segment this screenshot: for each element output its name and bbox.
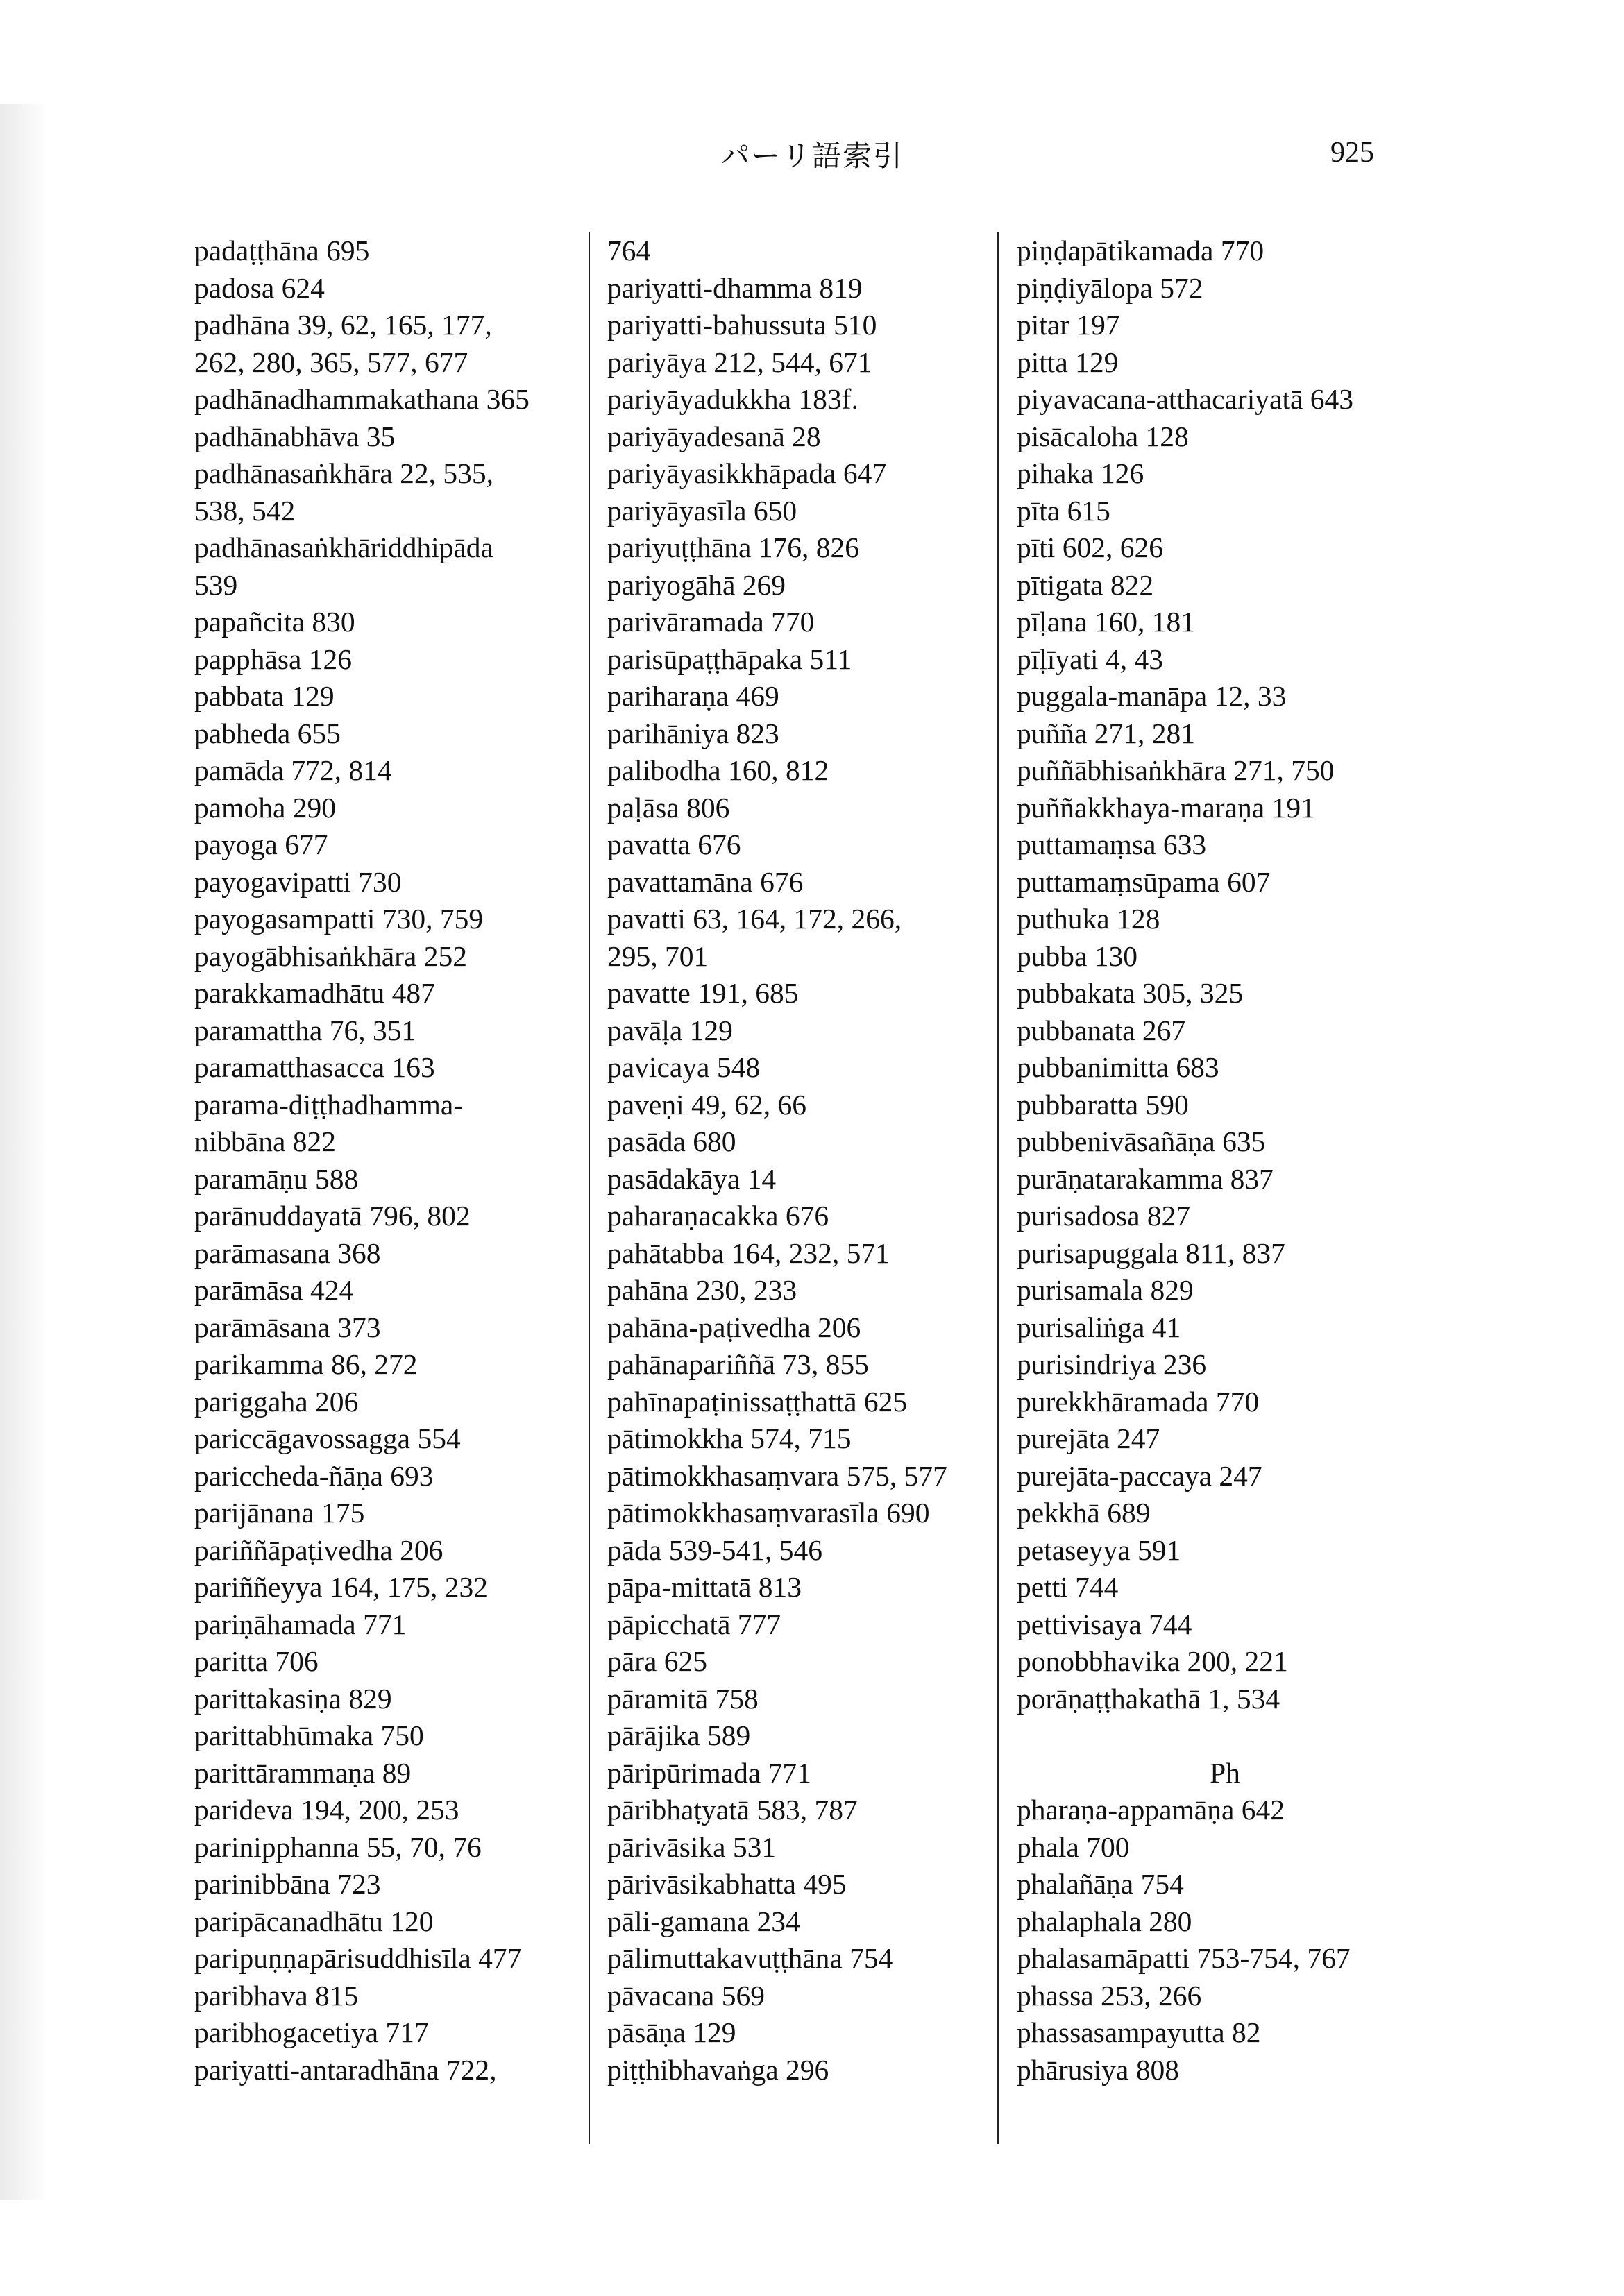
index-entry: nibbāna 822: [194, 1125, 336, 1157]
index-entry: pārājika 589: [607, 1719, 751, 1751]
index-entry: pabbata 129: [194, 680, 335, 712]
index-entry: parāmāsana 373: [194, 1311, 381, 1343]
index-entry: purisadosa 827: [1017, 1200, 1191, 1232]
index-entry: piṇḍapātikamada 770: [1017, 235, 1264, 266]
index-entry: pahīnapaṭinissaṭṭhattā 625: [607, 1385, 908, 1418]
index-entry: pāpa-mittatā 813: [607, 1571, 802, 1603]
index-entry: parikamma 86, 272: [194, 1348, 418, 1380]
index-entry: pātimokkhasaṃvara 575, 577: [607, 1459, 947, 1492]
index-entry: pariharaṇa 469: [607, 680, 779, 712]
index-entry: pātimokkhasaṃvarasīla 690: [607, 1497, 930, 1529]
index-entry: pāli-gamana 234: [607, 1905, 800, 1937]
index-entry: pariyāya 212, 544, 671: [607, 346, 872, 378]
index-entry: papañcita 830: [194, 606, 355, 638]
index-entry: pāribhaṭyatā 583, 787: [607, 1794, 858, 1826]
index-entry: pavattamāna 676: [607, 865, 804, 898]
index-entry: puññābhisaṅkhāra 271, 750: [1017, 754, 1335, 786]
index-entry: pamāda 772, 814: [194, 754, 392, 786]
index-entry: parakkamadhātu 487: [194, 977, 435, 1009]
index-entry: padaṭṭhāna 695: [194, 235, 370, 266]
index-entry: paripācanadhātu 120: [194, 1905, 434, 1937]
index-entry: padhāna 39, 62, 165, 177,: [194, 309, 492, 341]
index-entry: pāripūrimada 771: [607, 1756, 811, 1789]
index-entry: pāvacana 569: [607, 1979, 765, 2012]
column-divider: [997, 232, 999, 2144]
index-entry: pahātabba 164, 232, 571: [607, 1236, 890, 1269]
index-entry: payogasampatti 730, 759: [194, 903, 484, 935]
index-entry: pettivisaya 744: [1017, 1608, 1192, 1640]
index-entry: 539: [194, 568, 238, 601]
index-entry: pīti 602, 626: [1017, 532, 1163, 563]
index-entry: pariyāyasikkhāpada 647: [607, 457, 887, 489]
index-entry: purekkhāramada 770: [1017, 1385, 1260, 1418]
index-entry: padhānadhammakathana 365: [194, 383, 530, 415]
index-entry: pahāna-paṭivedha 206: [607, 1311, 861, 1343]
index-entry: paramatthasacca 163: [194, 1051, 435, 1083]
index-entry: piṇḍiyālopa 572: [1017, 271, 1203, 304]
index-entry: pārivāsikabhatta 495: [607, 1868, 847, 1900]
index-entry: 295, 701: [607, 939, 709, 972]
index-entry: parinibbāna 723: [194, 1868, 381, 1900]
index-entry: pāramitā 758: [607, 1682, 759, 1715]
index-entry: phalasamāpatti 753-754, 767: [1017, 1942, 1351, 1974]
index-entry: parihāniya 823: [607, 717, 779, 749]
index-entry: pisācaloha 128: [1017, 420, 1189, 452]
index-entry: parama-diṭṭhadhamma-: [194, 1088, 464, 1121]
index-entry: pariyāyadesanā 28: [607, 420, 821, 452]
index-entry: phalaphala 280: [1017, 1905, 1192, 1937]
index-entry: paveṇi 49, 62, 66: [607, 1088, 806, 1121]
index-entry: pavāḷa 129: [607, 1014, 733, 1046]
index-entry: pariṇāhamada 771: [194, 1608, 407, 1640]
index-entry: pihaka 126: [1017, 457, 1144, 489]
index-entry: pubba 130: [1017, 939, 1138, 972]
index-entry: puggala-manāpa 12, 33: [1017, 680, 1287, 712]
index-column-1: [194, 232, 569, 2089]
index-entry: payoga 677: [194, 828, 328, 860]
index-entry: pariññāpaṭivedha 206: [194, 1533, 443, 1566]
index-entry: paḷāsa 806: [607, 791, 730, 824]
index-entry: 538, 542: [194, 494, 296, 527]
index-column-2: [607, 232, 996, 2089]
index-entry: puthuka 128: [1017, 903, 1160, 935]
index-entry: pālimuttakavuṭṭhāna 754: [607, 1942, 893, 1974]
index-entry: pariyatti-dhamma 819: [607, 271, 863, 304]
section-heading: Ph: [1210, 1756, 1240, 1789]
index-entry: pamoha 290: [194, 791, 336, 824]
index-entry: pariyatti-bahussuta 510: [607, 309, 877, 341]
index-entry: paharaṇacakka 676: [607, 1200, 829, 1232]
index-entry: paribhava 815: [194, 1979, 359, 2012]
index-entry: pariyāyadukkha 183f.: [607, 383, 858, 415]
index-entry: pāpicchatā 777: [607, 1608, 781, 1640]
index-entry: pubbanimitta 683: [1017, 1051, 1219, 1083]
index-entry: purisaliṅga 41: [1017, 1311, 1181, 1343]
index-entry: [1017, 1717, 1433, 1755]
index-entry: porāṇaṭṭhakathā 1, 534: [1017, 1682, 1280, 1715]
index-entry: parittakasiṇa 829: [194, 1682, 392, 1715]
index-entry: paritta 706: [194, 1645, 319, 1677]
index-entry: pavatte 191, 685: [607, 977, 799, 1009]
index-entry: 764: [607, 235, 651, 266]
index-entry: pabheda 655: [194, 717, 341, 749]
index-entry: ponobbhavika 200, 221: [1017, 1645, 1288, 1677]
index-entry: pariññeyya 164, 175, 232: [194, 1571, 488, 1603]
index-entry: pubbaratta 590: [1017, 1088, 1189, 1121]
index-entry: pariccāgavossagga 554: [194, 1422, 461, 1454]
index-column-3: [1017, 232, 1433, 2089]
index-entry: pārivāsika 531: [607, 1830, 777, 1863]
index-entry: paramāṇu 588: [194, 1162, 359, 1195]
index-entry: paripuṇṇapārisuddhisīla 477: [194, 1942, 522, 1974]
index-entry: pītigata 822: [1017, 568, 1154, 601]
index-entry: puttamaṃsa 633: [1017, 828, 1207, 860]
index-entry: purisindriya 236: [1017, 1348, 1207, 1380]
index-entry: pitar 197: [1017, 309, 1120, 341]
index-entry: pāra 625: [607, 1645, 708, 1677]
index-entry: petaseyya 591: [1017, 1533, 1181, 1566]
index-entry: pasādakāya 14: [607, 1162, 777, 1195]
index-entry: pubbanata 267: [1017, 1014, 1186, 1046]
index-entry: purejāta-paccaya 247: [1017, 1459, 1262, 1492]
index-entry: pavatta 676: [607, 828, 741, 860]
index-entry: pharaṇa-appamāṇa 642: [1017, 1794, 1285, 1826]
index-entry: pariyatti-antaradhāna 722,: [194, 2053, 497, 2086]
scan-edge-shadow: [0, 104, 49, 2200]
index-entry: payogavipatti 730: [194, 865, 402, 898]
index-entry: parāmasana 368: [194, 1236, 381, 1269]
index-entry: pubbakata 305, 325: [1017, 977, 1244, 1009]
index-entry: parideva 194, 200, 253: [194, 1794, 459, 1826]
index-entry: pavicaya 548: [607, 1051, 761, 1083]
index-entry: paramattha 76, 351: [194, 1014, 416, 1046]
index-entry: payogābhisaṅkhāra 252: [194, 939, 467, 972]
index-entry: 262, 280, 365, 577, 677: [194, 346, 468, 378]
index-entry: parinipphanna 55, 70, 76: [194, 1830, 482, 1863]
index-entry: puñña 271, 281: [1017, 717, 1196, 749]
index-entry: purāṇatarakamma 837: [1017, 1162, 1274, 1195]
index-entry: phala 700: [1017, 1830, 1130, 1863]
index-entry: pīḷana 160, 181: [1017, 606, 1196, 638]
index-entry: padhānasaṅkhāriddhipāda: [194, 532, 493, 563]
index-entry: pariggaha 206: [194, 1385, 359, 1418]
index-entry: padosa 624: [194, 271, 325, 304]
index-entry: parivāramada 770: [607, 606, 815, 638]
index-entry: pariyuṭṭhāna 176, 826: [607, 532, 860, 563]
index-entry: puttamaṃsūpama 607: [1017, 865, 1271, 898]
index-entry: pahānapariññā 73, 855: [607, 1348, 869, 1380]
index-entry: pariyāyasīla 650: [607, 494, 797, 527]
index-entry: parāmāsa 424: [194, 1274, 354, 1306]
index-entry: pāda 539-541, 546: [607, 1533, 823, 1566]
index-entry: purisamala 829: [1017, 1274, 1194, 1306]
index-entry: pariyogāhā 269: [607, 568, 786, 601]
index-entry: padhānabhāva 35: [194, 420, 396, 452]
index-entry: pīḷīyati 4, 43: [1017, 643, 1163, 675]
index-entry: pāsāṇa 129: [607, 2016, 736, 2048]
index-entry: padhānasaṅkhāra 22, 535,: [194, 457, 493, 489]
index-entry: phalañāṇa 754: [1017, 1868, 1184, 1900]
index-entry: parānuddayatā 796, 802: [194, 1200, 471, 1232]
index-entry: parittabhūmaka 750: [194, 1719, 424, 1751]
index-entry: piyavacana-atthacariyatā 643: [1017, 383, 1354, 415]
index-entry: phassa 253, 266: [1017, 1979, 1202, 2012]
index-entry: piṭṭhibhavaṅga 296: [607, 2053, 829, 2086]
index-entry: pariccheda-ñāṇa 693: [194, 1459, 434, 1492]
index-entry: pātimokkha 574, 715: [607, 1422, 852, 1454]
index-entry: pīta 615: [1017, 494, 1110, 527]
index-entry: pubbenivāsañāṇa 635: [1017, 1125, 1266, 1157]
index-entry: papphāsa 126: [194, 643, 353, 675]
index-entry: pekkhā 689: [1017, 1497, 1151, 1529]
index-entry: puññakkhaya-maraṇa 191: [1017, 791, 1315, 824]
index-entry: parittārammaṇa 89: [194, 1756, 412, 1789]
column-divider: [589, 232, 590, 2144]
index-entry: phassasampayutta 82: [1017, 2016, 1261, 2048]
index-entry: purejāta 247: [1017, 1422, 1160, 1454]
index-entry: parijānana 175: [194, 1497, 365, 1529]
running-header-title: パーリ語索引: [720, 139, 904, 173]
index-entry: palibodha 160, 812: [607, 754, 829, 786]
index-entry: purisapuggala 811, 837: [1017, 1236, 1285, 1269]
page-number: 925: [1330, 137, 1374, 169]
index-entry: parisūpaṭṭhāpaka 511: [607, 643, 852, 675]
index-entry: petti 744: [1017, 1571, 1119, 1603]
index-entry: paribhogacetiya 717: [194, 2016, 429, 2048]
index-entry: pasāda 680: [607, 1125, 736, 1157]
index-entry: pitta 129: [1017, 346, 1119, 378]
index-entry: phārusiya 808: [1017, 2053, 1179, 2086]
index-entry: pavatti 63, 164, 172, 266,: [607, 903, 902, 935]
index-entry: pahāna 230, 233: [607, 1274, 797, 1306]
